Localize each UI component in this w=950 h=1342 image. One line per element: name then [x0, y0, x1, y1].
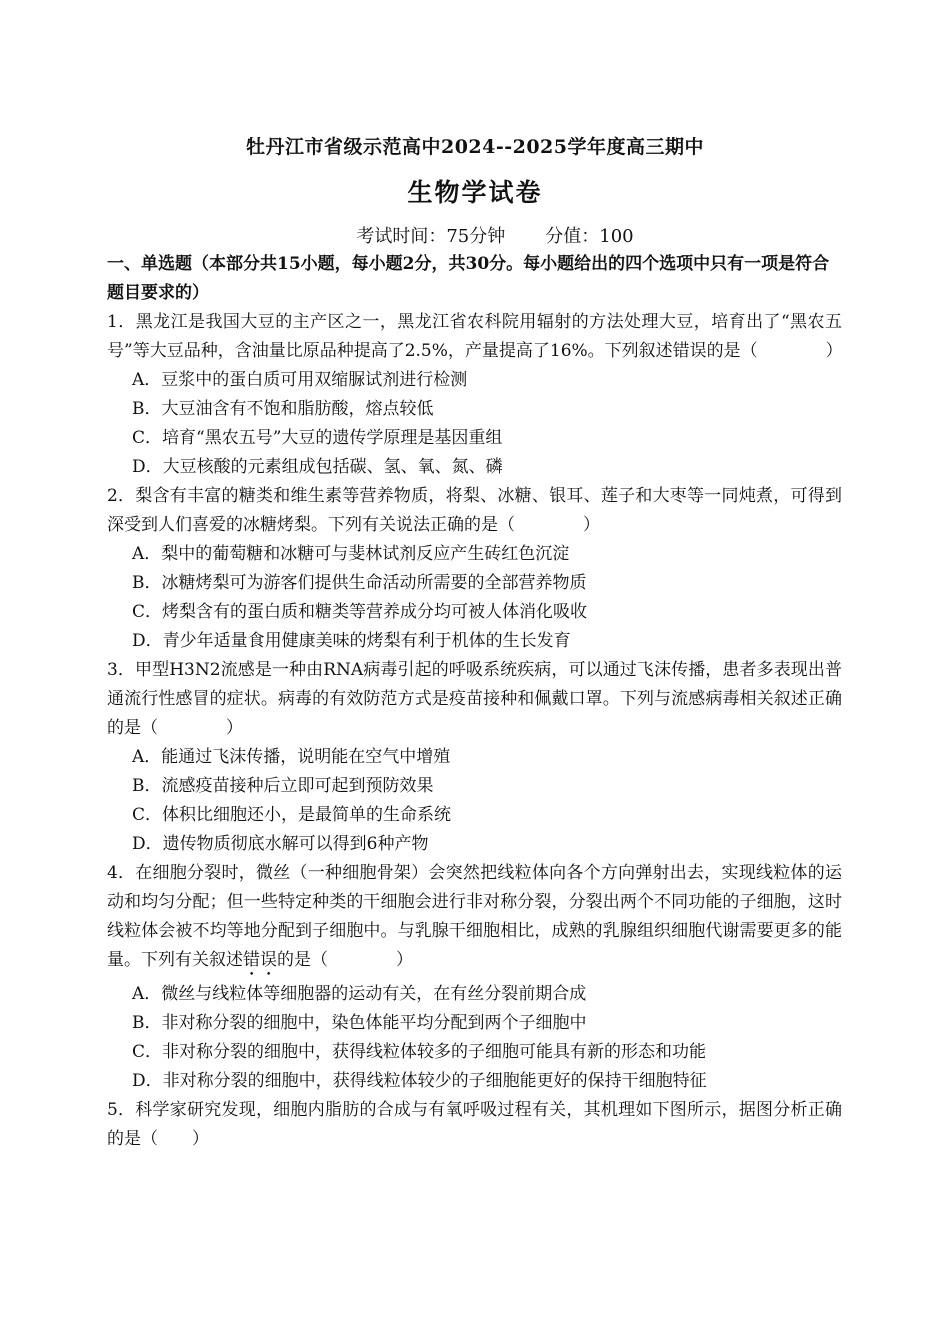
question-stem-text: 的是（ ） [277, 950, 413, 970]
question-stem: 1．黑龙江是我国大豆的主产区之一，黑龙江省农科院用辐射的方法处理大豆，培育出了“黑农五号”等大豆品种，含油量比原品种提高了2.5%，产量提高了16%。下列叙述错误的是（ ） [107, 312, 843, 361]
option-b: B．冰糖烤梨可为游客们提供生命活动所需要的全部营养物质 [132, 573, 587, 593]
option-c: C．烤梨含有的蛋白质和糖类等营养成分均可被人体消化吸收 [132, 602, 588, 622]
question-2 [107, 482, 842, 656]
question-stem: 3．甲型H3N2流感是一种由RNA病毒引起的呼吸系统疾病，可以通过飞沫传播，患者多表现出普通流行性感冒的症状。病毒的有效防范方式是疫苗接种和佩戴口罩。下列与流感病毒相关叙述正确的是（ ） [107, 660, 842, 738]
section-heading: 一、单选题（本部分共15小题，每小题2分，共30分。每小题给出的四个选项中只有一项是符合题目要求的） [107, 254, 830, 303]
option-a: A．微丝与线粒体等细胞器的运动有关，在有丝分裂前期合成 [132, 984, 587, 1004]
question-4 [107, 859, 842, 1096]
option-a: A．梨中的葡萄糖和冰糖可与斐林试剂反应产生砖红色沉淀 [132, 544, 570, 564]
option-c: C．体积比细胞还小，是最简单的生命系统 [132, 805, 452, 825]
option-d: D．遗传物质彻底水解可以得到6种产物 [132, 834, 429, 854]
exam-meta [0, 222, 950, 248]
question-stem: 2．梨含有丰富的糖类和维生素等营养物质，将梨、冰糖、银耳、莲子和大枣等一同炖煮，可得到深受到人们喜爱的冰糖烤梨。下列有关说法正确的是（ ） [107, 486, 842, 535]
question-stem [107, 859, 842, 980]
exam-subject-title: 生物学试卷 [407, 178, 543, 207]
option-d: D．青少年适量食用健康美味的烤梨有利于机体的生长发育 [132, 631, 571, 651]
exam-content [107, 250, 842, 1154]
option-b: B．非对称分裂的细胞中，染色体能平均分配到两个子细胞中 [132, 1013, 587, 1033]
exam-time: 考试时间：75分钟 [356, 226, 506, 247]
option-c: C．非对称分裂的细胞中，获得线粒体较多的子细胞可能具有新的形态和功能 [132, 1042, 707, 1062]
question-5 [107, 1096, 842, 1154]
question-stem-text: 4．在细胞分裂时，微丝（一种细胞骨架）会突然把线粒体向各个方向弹射出去，实现线粒体的运动和均匀分配；但一些特定种类的干细胞会进行非对称分裂，分裂出两个不同功能的子细胞，这时线粒体会被不均等地分配到子细胞中。与乳腺干细胞相比，成熟的乳腺组织细胞代谢需要更多的能量。下列有关叙述 [107, 863, 842, 970]
option-b: B．大豆油含有不饱和脂肪酸，熔点较低 [132, 399, 434, 419]
option-d: D．大豆核酸的元素组成包括碳、氢、氧、氮、磷 [132, 457, 503, 477]
emphasized-word: 错误 [243, 950, 277, 970]
option-a: A．豆浆中的蛋白质可用双缩脲试剂进行检测 [132, 370, 468, 390]
question-3 [107, 656, 842, 859]
question-1 [107, 308, 842, 482]
option-a: A．能通过飞沫传播，说明能在空气中增殖 [132, 747, 451, 767]
exam-score: 分值：100 [545, 226, 634, 247]
exam-title: 牡丹江市省级示范高中2024--2025学年度高三期中 [245, 136, 705, 158]
option-c: C．培育“黑农五号”大豆的遗传学原理是基因重组 [132, 428, 503, 448]
option-d: D．非对称分裂的细胞中，获得线粒体较少的子细胞能更好的保持干细胞特征 [132, 1071, 707, 1091]
option-b: B．流感疫苗接种后立即可起到预防效果 [132, 776, 434, 796]
question-stem: 5．科学家研究发现，细胞内脂肪的合成与有氧呼吸过程有关，其机理如下图所示，据图分析正确的是（ ） [107, 1100, 842, 1149]
